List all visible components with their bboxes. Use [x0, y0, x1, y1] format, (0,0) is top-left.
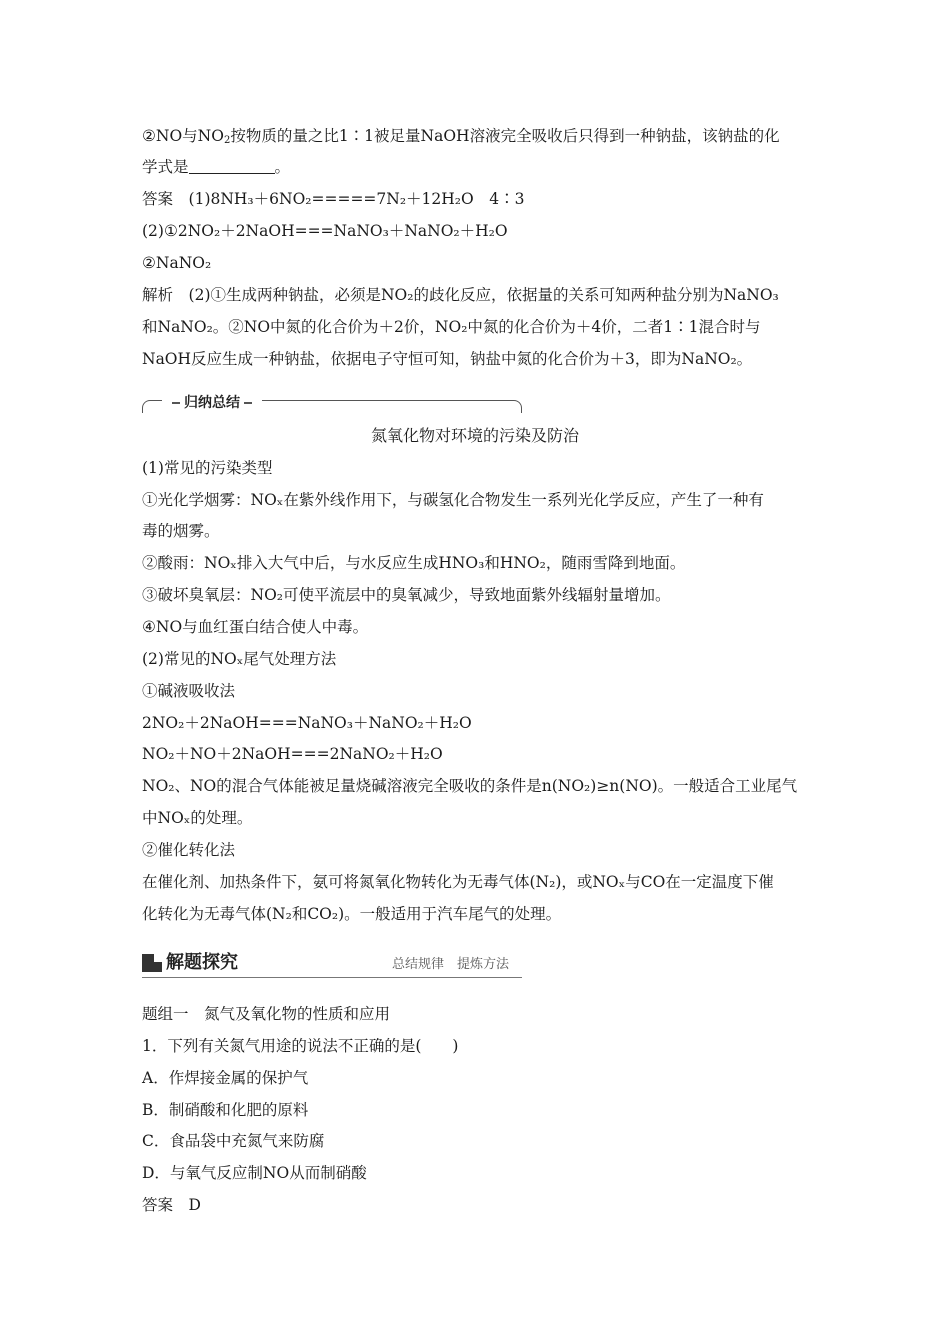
option-c: C．食品袋中充氮气来防腐 [142, 1132, 325, 1150]
summary-line: ①光化学烟雾：NOₓ在紫外线作用下，与碳氢化合物发生一系列光化学反应，产生了一种有 [142, 491, 764, 509]
intro-line-1b: 按物质的量之比1∶1被足量NaOH溶液完全吸收后只得到一种钠盐，该钠盐的化 [230, 127, 780, 145]
summary-line: 中NOₓ的处理。 [142, 809, 253, 827]
summary-header [142, 394, 522, 414]
answer-text-1: (1)8NH₃＋6NO₂=====7N₂＋12H₂O 4∶3 [188, 190, 525, 208]
option-d: D．与氧气反应制NO从而制硝酸 [142, 1164, 367, 1182]
answer-blank [189, 159, 275, 174]
answer-label: 答案 [142, 190, 174, 208]
summary-line: ④NO与血红蛋白结合使人中毒。 [142, 618, 369, 636]
intro-line-1: ②NO与$NO_2$按物质的量之比1∶1被足量NaOH溶液完全吸收后只得到一种钠盐，该钠盐的化 [142, 127, 780, 146]
analysis-label: 解析 [142, 286, 174, 304]
intro-line-2 [142, 157, 290, 177]
question-stem: 1．下列有关氮气用途的说法不正确的是( ) [142, 1037, 459, 1055]
summary-line: ②催化转化法 [142, 841, 236, 859]
option-a: A．作焊接金属的保护气 [142, 1069, 309, 1087]
summary-line: ①碱液吸收法 [142, 682, 236, 700]
section-subtitle: 总结规律 提炼方法 [392, 957, 510, 972]
summary-label: 归纳总结 [162, 392, 262, 412]
analysis-line-3: NaOH反应生成一种钠盐，依据电子守恒可知，钠盐中氮的化合价为＋3，即为NaNO₂。 [142, 350, 753, 368]
summary-line: NO₂＋NO＋2NaOH===2NaNO₂＋H₂O [142, 745, 443, 763]
summary-title: 氮氧化物对环境的污染及防治 [370, 426, 579, 445]
summary-line: 在催化剂、加热条件下，氨可将氮氧化物转化为无毒气体(N₂)，或NOₓ与CO在一定温度下催 [142, 873, 774, 891]
analysis-line-2: 和NaNO₂。②NO中氮的化合价为＋2价，NO₂中氮的化合价为＋4价，二者1∶1混合时与 [142, 318, 761, 336]
summary-line: NO₂、NO的混合气体能被足量烧碱溶液完全吸收的条件是n(NO₂)≥n(NO)。一般适合工业尾气 [142, 777, 798, 795]
summary-line: ②酸雨：NOₓ排入大气中后，与水反应生成HNO₃和HNO₂，随雨雪降到地面。 [142, 554, 686, 572]
section-header [142, 950, 522, 980]
answer-line-1 [142, 189, 524, 209]
answer-line-3: ②NaNO₂ [142, 254, 212, 272]
analysis-text-1: (2)①生成两种钠盐，必须是NO₂的歧化反应，依据量的关系可知两种盐分别为NaNO₃ [188, 286, 779, 304]
analysis-line-1 [142, 285, 779, 305]
summary-line: 毒的烟雾。 [142, 522, 220, 540]
answer-line-2: (2)①2NO₂＋2NaOH===NaNO₃＋NaNO₂＋H₂O [142, 222, 508, 240]
summary-line: (2)常见的NOₓ尾气处理方法 [142, 650, 337, 668]
option-b: B．制硝酸和化肥的原料 [142, 1101, 309, 1119]
section-rule [142, 977, 522, 978]
intro-line-2-end: 。 [274, 158, 291, 176]
intro-line-1a: ②NO与NO [142, 127, 224, 145]
summary-line: ③破坏臭氧层：NO₂可使平流层中的臭氧减少，导致地面紫外线辐射量增加。 [142, 586, 671, 604]
intro-line-2-text: 学式是 [142, 158, 189, 176]
summary-line: 化转化为无毒气体(N₂和CO₂)。一般适用于汽车尾气的处理。 [142, 905, 562, 923]
summary-line: 2NO₂＋2NaOH===NaNO₃＋NaNO₂＋H₂O [142, 714, 472, 732]
question-answer: 答案 D [142, 1196, 201, 1214]
section-title: 解题探究 [166, 952, 238, 973]
question-group: 题组一 氮气及氧化物的性质和应用 [142, 1005, 391, 1023]
summary-line: (1)常见的污染类型 [142, 459, 273, 477]
